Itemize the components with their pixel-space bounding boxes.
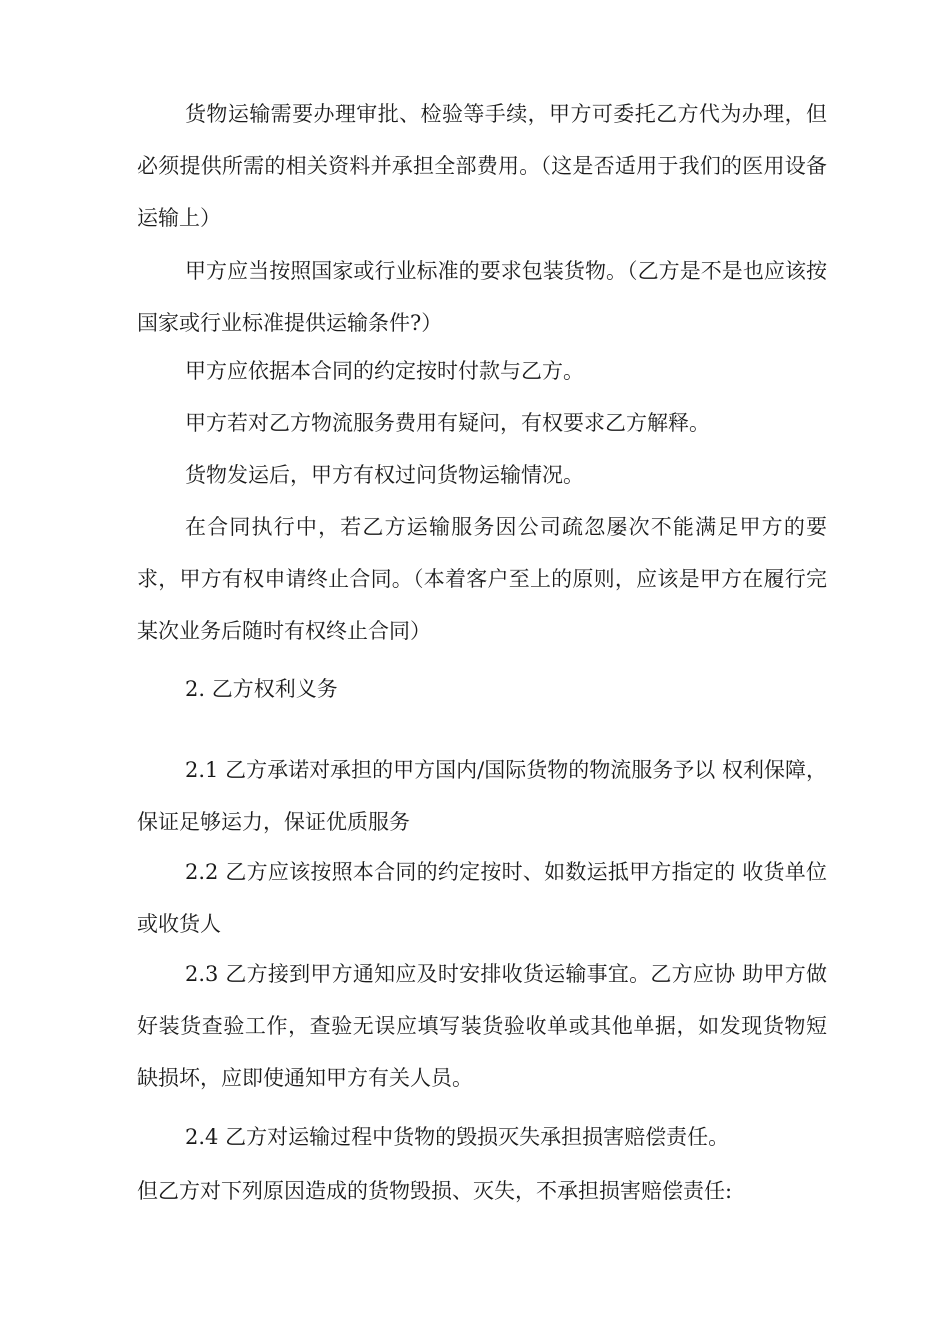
paragraph-shipment-inquiry: 货物发运后，甲方有权过问货物运输情况。 <box>185 463 584 487</box>
clause-2-2: 2.2 乙方应该按照本合同的约定按时、如数运抵甲方指定的 收货单位或收货人 <box>137 860 827 936</box>
paragraph-payment: 甲方应依据本合同的约定按时付款与乙方。 <box>185 359 584 383</box>
paragraph-packaging-standard: 甲方应当按照国家或行业标准的要求包装货物。（乙方是不是也应该按国家或行业标准提供运输条件?） <box>137 259 827 335</box>
paragraph-liability-exemption: 但乙方对下列原因造成的货物毁损、灭失，不承担损害赔偿责任: <box>137 1179 733 1203</box>
paragraph-goods-approval: 货物运输需要办理审批、检验等手续，甲方可委托乙方代为办理，但必须提供所需的相关资料并承担全部费用。（这是否适用于我们的医用设备运输上） <box>137 102 827 230</box>
paragraph-contract-termination: 在合同执行中，若乙方运输服务因公司疏忽屡次不能满足甲方的要求，甲方有权申请终止合同。（本着客户至上的原则，应该是甲方在履行完某次业务后随时有权终止合同） <box>137 515 827 643</box>
clause-2-4: 2.4 乙方对运输过程中货物的毁损灭失承担损害赔偿责任。 <box>185 1125 730 1149</box>
clause-2-1: 2.1 乙方承诺对承担的甲方国内/国际货物的物流服务予以 权利保障，保证足够运力，保证优质服务 <box>137 758 827 834</box>
section-heading-party-b-rights: 2. 乙方权利义务 <box>185 677 338 701</box>
paragraph-fee-inquiry: 甲方若对乙方物流服务费用有疑问，有权要求乙方解释。 <box>185 411 710 435</box>
clause-2-3: 2.3 乙方接到甲方通知应及时安排收货运输事宜。乙方应协 助甲方做好装货查验工作，查验无误应填写装货验收单或其他单据，如发现货物短缺损坏，应即使通知甲方有关人员。 <box>137 962 827 1090</box>
